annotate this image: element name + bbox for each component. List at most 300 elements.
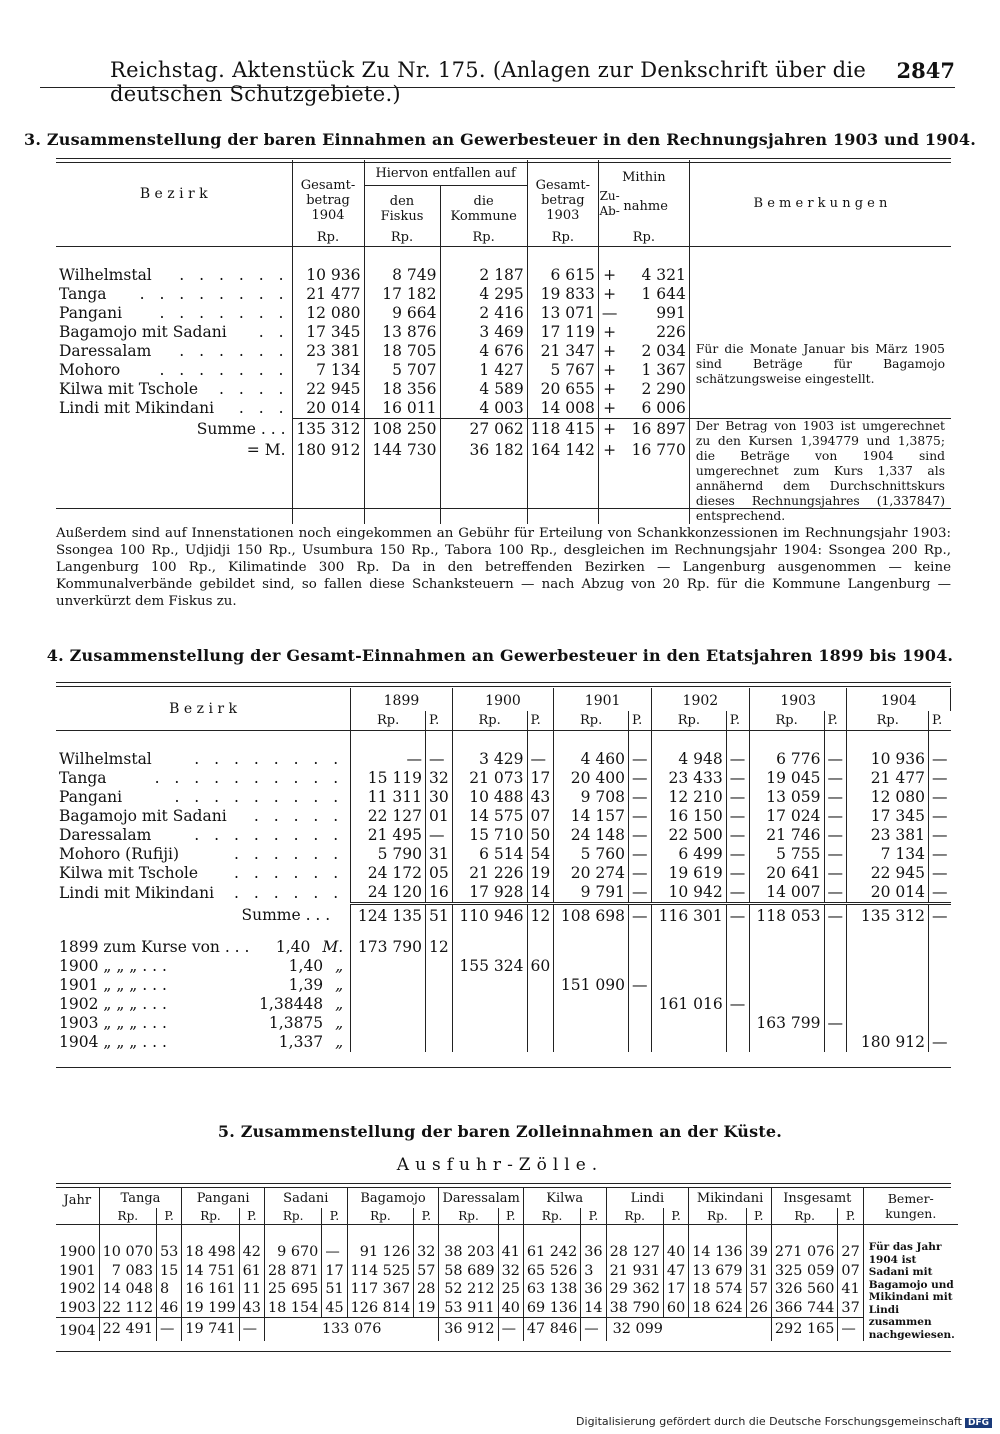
value-p: 27 bbox=[838, 1243, 863, 1261]
section4-table bbox=[56, 688, 951, 1052]
kurs-rp bbox=[452, 928, 527, 957]
spacer bbox=[414, 1225, 439, 1244]
unit-label: Rp. bbox=[376, 713, 400, 728]
col-year: 1899 bbox=[351, 688, 453, 711]
value-gesamt1904: 23 381 bbox=[292, 342, 364, 361]
value-rp: 17 928 bbox=[469, 883, 524, 901]
year-label: 1904 bbox=[56, 1318, 99, 1341]
value-diff: 991 bbox=[620, 304, 689, 323]
value-p: 15 bbox=[156, 1262, 181, 1280]
section4-bottom-rule bbox=[56, 1067, 951, 1068]
kurs-label bbox=[56, 957, 351, 976]
kurs-p bbox=[726, 1033, 749, 1052]
value-rp: 91 126 bbox=[359, 1244, 411, 1261]
leader-dots: . . . . bbox=[219, 380, 289, 398]
kurs-unit: M. bbox=[322, 937, 344, 956]
kurs-rp: 173 790 bbox=[357, 937, 422, 956]
value-gesamt1904: 17 345 bbox=[292, 323, 364, 342]
value-p: 42 bbox=[239, 1243, 264, 1261]
kurs-rp bbox=[847, 928, 929, 957]
table-row bbox=[56, 1262, 958, 1280]
section3-remark-empty bbox=[689, 266, 951, 342]
value-rp: 61 242 bbox=[526, 1244, 578, 1261]
page-header bbox=[40, 58, 955, 106]
value-rp: 325 059 bbox=[774, 1262, 835, 1279]
unit-label: Rp. bbox=[282, 1208, 304, 1223]
table-row bbox=[56, 750, 951, 769]
value-rp: 10 942 bbox=[668, 883, 723, 901]
value-p: — bbox=[629, 864, 652, 883]
summe-g04: 135 312 bbox=[292, 419, 364, 441]
kurs-text: 1900 „ „ „ . . . bbox=[59, 956, 167, 975]
spacer bbox=[726, 731, 749, 751]
district-name bbox=[56, 361, 292, 380]
unit-label: Rp. bbox=[541, 1208, 563, 1223]
col-zuab: Zu- Ab- bbox=[599, 188, 620, 218]
unit-label: P. bbox=[824, 711, 847, 731]
kurs-rp bbox=[651, 928, 726, 957]
value-rp: 47 846 bbox=[523, 1318, 580, 1341]
value-rp: 9 791 bbox=[580, 883, 626, 901]
spacer bbox=[581, 1225, 606, 1244]
value-rp: 23 381 bbox=[870, 826, 925, 844]
value-rp: 52 212 bbox=[444, 1281, 495, 1298]
spacer bbox=[182, 1225, 239, 1244]
leader-dots: . . . . . . . . . bbox=[174, 788, 344, 806]
value-diff: 226 bbox=[620, 323, 689, 342]
spacer bbox=[156, 1225, 181, 1244]
leader-dots: . . . . . . . . bbox=[194, 750, 344, 768]
district-name bbox=[56, 883, 351, 904]
value-rp: 126 814 bbox=[350, 1299, 411, 1316]
col-year: 1902 bbox=[651, 688, 749, 711]
value-p: — bbox=[929, 769, 951, 788]
value-sign: + bbox=[603, 380, 617, 398]
value-p: — bbox=[322, 1243, 347, 1261]
value-rp: 17 024 bbox=[766, 807, 821, 825]
section3-title: 3. Zusammenstellung der baren Einnahmen an Gewerbesteuer in den Rechnungsjahren 1903 und 1904. bbox=[24, 130, 976, 149]
kurs-rp bbox=[749, 928, 824, 957]
kurs-p bbox=[726, 957, 749, 976]
value-rp: 117 367 bbox=[350, 1281, 411, 1298]
spacer bbox=[629, 731, 652, 751]
value-sign: + bbox=[603, 285, 617, 303]
unit-label: Rp. bbox=[580, 713, 603, 728]
value-p: 32 bbox=[498, 1262, 523, 1280]
spacer bbox=[498, 1225, 523, 1244]
value-gesamt1903: 21 347 bbox=[527, 342, 598, 361]
value-kommune: 3 469 bbox=[440, 323, 527, 342]
kurs-p bbox=[629, 957, 652, 976]
kurs-rp bbox=[847, 957, 929, 976]
value-fiskus: 18 356 bbox=[364, 380, 440, 399]
value-fiskus: 13 876 bbox=[364, 323, 440, 342]
kurs-rp bbox=[351, 995, 426, 1014]
leader-dots: . . . . . . . . . . bbox=[154, 769, 344, 787]
value-p: — bbox=[581, 1318, 606, 1341]
value-p: — bbox=[726, 769, 749, 788]
summe-rp: 110 946 bbox=[452, 904, 527, 928]
kurs-p bbox=[929, 995, 951, 1014]
value-p: — bbox=[824, 807, 847, 826]
district-name bbox=[56, 304, 292, 323]
value-p: — bbox=[929, 788, 951, 807]
spacer bbox=[322, 1225, 347, 1244]
summe-kommune: 27 062 bbox=[440, 419, 527, 441]
kurs-text: 1902 „ „ „ . . . bbox=[59, 994, 167, 1013]
unit-label: Rp. bbox=[200, 1208, 221, 1223]
value-p: 19 bbox=[527, 864, 554, 883]
section5-remark: Für das Jahr 1904 ist Sadani mit Bagamojo und Mikindani mit Lindi zusammen nachgewiesen. bbox=[868, 1241, 955, 1341]
kurs-p: 12 bbox=[425, 928, 452, 957]
year-label: 1900 bbox=[56, 1243, 99, 1261]
unit-label: Rp. bbox=[478, 713, 501, 728]
kurs-rp bbox=[749, 976, 824, 995]
summe-rp: 124 135 bbox=[351, 904, 426, 928]
value-p: 36 bbox=[581, 1280, 606, 1298]
col-jahr: Jahr bbox=[56, 1187, 99, 1225]
district-label: Daressalam bbox=[59, 342, 152, 360]
spacer bbox=[347, 1225, 414, 1244]
col-district: Insgesamt bbox=[771, 1187, 863, 1208]
leader-dots: . . . . . . bbox=[234, 883, 344, 902]
district-label: Bagamojo mit Sadani bbox=[59, 323, 227, 341]
value-bagamojo-sadani: 133 076 bbox=[264, 1318, 439, 1341]
kurs-rp bbox=[847, 1014, 929, 1033]
kurs-rp bbox=[554, 928, 629, 957]
district-label: Lindi mit Mikindani bbox=[59, 883, 215, 902]
col-district: Tanga bbox=[99, 1187, 182, 1208]
unit-label: Rp. bbox=[598, 228, 689, 247]
value-p: — bbox=[824, 826, 847, 845]
kurs-p bbox=[929, 928, 951, 957]
summe-p: 51 bbox=[425, 904, 452, 928]
unit-label: Rp. bbox=[440, 228, 527, 247]
value-rp: 36 912 bbox=[439, 1318, 498, 1341]
kurs-rate-value: 1,3875 bbox=[268, 1013, 324, 1032]
leader-dots: . . . . . . . bbox=[159, 304, 289, 322]
leader-dots: . . . . . . bbox=[179, 342, 289, 360]
section3-bottom-rule bbox=[56, 508, 951, 509]
value-p: 54 bbox=[527, 845, 554, 864]
value-rp: 63 138 bbox=[526, 1281, 578, 1298]
kurs-p bbox=[824, 928, 847, 957]
table-row bbox=[56, 845, 951, 864]
summe-fiskus: 108 250 bbox=[364, 419, 440, 441]
kurs-rate-value: 1,39 bbox=[288, 975, 324, 994]
value-rp: 14 048 bbox=[102, 1281, 153, 1298]
district-label: Mohoro bbox=[59, 361, 121, 379]
col-hiervon: Hiervon entfallen auf bbox=[364, 160, 527, 186]
mark-label: = M. bbox=[56, 440, 292, 461]
value-rp: 9 670 bbox=[277, 1244, 319, 1261]
unit-label: P. bbox=[425, 711, 452, 731]
district-label: Pangani bbox=[59, 788, 123, 806]
kurs-rp: 151 090 bbox=[560, 975, 626, 994]
kurs-text: 1901 „ „ „ . . . bbox=[59, 975, 167, 994]
value-rp: 16 161 bbox=[185, 1281, 236, 1298]
kurs-rate-value: 1,38448 bbox=[259, 994, 324, 1013]
value-p: — bbox=[425, 826, 452, 845]
spacer bbox=[606, 1225, 663, 1244]
spacer bbox=[239, 1225, 264, 1244]
district-label: Mohoro (Rufiji) bbox=[59, 845, 180, 863]
kurs-label bbox=[56, 1033, 351, 1052]
unit-label: Rp. bbox=[876, 713, 899, 728]
spacer bbox=[264, 1225, 321, 1244]
unit-label: Rp. bbox=[292, 228, 364, 247]
kurs-text: 1903 „ „ „ . . . bbox=[59, 1013, 167, 1032]
value-p: 41 bbox=[498, 1243, 523, 1261]
value-rp: 69 136 bbox=[526, 1299, 578, 1316]
kurs-rp bbox=[452, 995, 527, 1014]
kurs-rp bbox=[651, 1033, 726, 1052]
kurs-text: 1904 „ „ „ . . . bbox=[59, 1032, 167, 1051]
kurs-label bbox=[56, 976, 351, 995]
value-p: 41 bbox=[838, 1280, 863, 1298]
value-rp: 114 525 bbox=[350, 1262, 411, 1279]
value-sign: + bbox=[603, 266, 617, 284]
value-diff: 4 321 bbox=[620, 266, 689, 285]
value-p: 01 bbox=[425, 807, 452, 826]
kurs-p bbox=[425, 1033, 452, 1052]
value-rp: 5 790 bbox=[377, 845, 422, 863]
col-bezirk: B e z i r k bbox=[56, 160, 292, 228]
value-rp: 65 526 bbox=[526, 1262, 578, 1279]
value-p: 43 bbox=[527, 788, 554, 807]
district-name bbox=[56, 266, 292, 285]
spacer bbox=[527, 731, 554, 751]
section4-title: 4. Zusammenstellung der Gesamt-Einnahmen an Gewerbesteuer in den Etatsjahren 1899 bis 1904. bbox=[46, 646, 954, 665]
kurs-label bbox=[56, 928, 351, 957]
value-rp: 53 911 bbox=[444, 1299, 495, 1316]
spacer bbox=[689, 1225, 746, 1244]
col-nahme: nahme bbox=[620, 186, 689, 229]
district-label: Tanga bbox=[59, 769, 107, 787]
year-label: 1903 bbox=[56, 1299, 99, 1318]
district-label: Wilhelmstal bbox=[59, 750, 152, 768]
value-p: — bbox=[726, 788, 749, 807]
value-rp: 21 495 bbox=[367, 826, 422, 844]
value-fiskus: 8 749 bbox=[364, 266, 440, 285]
col-year: 1904 bbox=[847, 688, 951, 711]
kurs-p bbox=[929, 957, 951, 976]
value-gesamt1903: 17 119 bbox=[527, 323, 598, 342]
value-gesamt1903: 13 071 bbox=[527, 304, 598, 323]
value-rp: 21 746 bbox=[766, 826, 821, 844]
value-p: — bbox=[629, 769, 652, 788]
year-label: 1902 bbox=[56, 1280, 99, 1298]
spacer bbox=[56, 731, 351, 751]
value-rp: 20 400 bbox=[570, 769, 626, 787]
kurs-p bbox=[824, 976, 847, 995]
value-p: — bbox=[838, 1318, 863, 1341]
col-fiskus: den Fiskus bbox=[364, 186, 440, 229]
value-rp: 24 172 bbox=[367, 864, 422, 882]
value-gesamt1903: 5 767 bbox=[527, 361, 598, 380]
value-rp: 13 059 bbox=[766, 788, 821, 806]
kurs-p bbox=[824, 1033, 847, 1052]
section3-table bbox=[56, 160, 951, 524]
value-p: 25 bbox=[498, 1280, 523, 1298]
value-p: 8 bbox=[156, 1280, 181, 1298]
value-p: — bbox=[629, 788, 652, 807]
kurs-unit: „ bbox=[335, 1013, 344, 1032]
spacer bbox=[847, 731, 929, 751]
value-gesamt1904: 22 945 bbox=[292, 380, 364, 399]
district-name bbox=[56, 285, 292, 304]
kurs-p bbox=[629, 928, 652, 957]
kurs-p bbox=[629, 1033, 652, 1052]
district-label: Kilwa mit Tschole bbox=[59, 864, 199, 882]
summe-rp: 108 698 bbox=[554, 904, 629, 928]
unit-label: P. bbox=[663, 1208, 688, 1225]
kurs-rp: 180 912 bbox=[860, 1032, 925, 1051]
value-rp: 15 710 bbox=[469, 826, 524, 844]
value-kommune: 4 676 bbox=[440, 342, 527, 361]
leader-dots: . . . . . . bbox=[179, 266, 289, 284]
spacer bbox=[749, 731, 824, 751]
value-rp: 17 345 bbox=[870, 807, 925, 825]
value-gesamt1904: 7 134 bbox=[292, 361, 364, 380]
section5-title: 5. Zusammenstellung der baren Zolleinnahmen an der Küste. bbox=[217, 1122, 783, 1141]
unit-label: Rp. bbox=[624, 1208, 645, 1223]
value-p: — bbox=[629, 807, 652, 826]
district-name bbox=[56, 864, 351, 883]
value-rp: 12 210 bbox=[668, 788, 723, 806]
table-row bbox=[56, 1299, 958, 1318]
value-p: 28 bbox=[414, 1280, 439, 1298]
value-p: 61 bbox=[239, 1262, 264, 1280]
kurs-rp bbox=[749, 995, 824, 1014]
district-label: Tanga bbox=[59, 285, 107, 303]
section5-table bbox=[56, 1187, 958, 1341]
value-rp: 22 127 bbox=[367, 807, 422, 825]
spacer bbox=[452, 731, 527, 751]
value-diff: 2 034 bbox=[620, 342, 689, 361]
unit-label: P. bbox=[498, 1208, 523, 1225]
kurs-p bbox=[425, 976, 452, 995]
col-bezirk: B e z i r k bbox=[56, 688, 351, 731]
header-title: Reichstag. Aktenstück Zu Nr. 175. (Anlagen zur Denkschrift über die deutschen Schutzgebiete.) bbox=[110, 58, 867, 106]
spacer bbox=[439, 1225, 498, 1244]
section5-bottom-rule bbox=[56, 1351, 951, 1352]
value-p: 57 bbox=[414, 1262, 439, 1280]
mark-sign: + bbox=[603, 441, 617, 460]
value-p: 32 bbox=[414, 1243, 439, 1261]
kurs-p bbox=[527, 1033, 554, 1052]
value-p: 43 bbox=[239, 1299, 264, 1318]
kurs-p bbox=[629, 995, 652, 1014]
kurs-p bbox=[929, 976, 951, 995]
unit-label: P. bbox=[414, 1208, 439, 1225]
kurs-rp: 155 324 bbox=[459, 956, 524, 975]
header-rule bbox=[40, 87, 955, 88]
unit-label: P. bbox=[929, 711, 951, 731]
value-p: — bbox=[824, 864, 847, 883]
value-p: — bbox=[824, 883, 847, 904]
value-p: 07 bbox=[527, 807, 554, 826]
district-name bbox=[56, 399, 292, 419]
district-name bbox=[56, 788, 351, 807]
kurs-rate bbox=[289, 976, 348, 995]
kurs-p: — bbox=[726, 995, 749, 1014]
unit-label: P. bbox=[838, 1208, 863, 1225]
summe-p: — bbox=[824, 904, 847, 928]
value-rp: 9 708 bbox=[580, 788, 626, 806]
summe-p: — bbox=[929, 904, 951, 928]
table-row bbox=[56, 1280, 958, 1298]
kurs-rp bbox=[749, 957, 824, 976]
col-bemerkungen: Bemer-kungen. bbox=[885, 1190, 937, 1221]
value-p: — bbox=[726, 845, 749, 864]
unit-label: Rp. bbox=[117, 1208, 139, 1223]
value-p: 16 bbox=[425, 883, 452, 904]
col-mithin: Mithin bbox=[598, 160, 689, 186]
value-p: — bbox=[929, 883, 951, 904]
row-1904 bbox=[56, 1318, 958, 1341]
kurs-p: 60 bbox=[527, 957, 554, 976]
spacer bbox=[56, 1225, 99, 1244]
col-district: Daressalam bbox=[439, 1187, 523, 1208]
kurs-text: 1899 zum Kurse von . . . bbox=[59, 937, 250, 956]
value-p: 17 bbox=[322, 1262, 347, 1280]
kurs-rate bbox=[276, 938, 347, 957]
table-row bbox=[56, 788, 951, 807]
kurs-label bbox=[56, 995, 351, 1014]
value-rp: 366 744 bbox=[774, 1299, 835, 1316]
value-kommune: 1 427 bbox=[440, 361, 527, 380]
section3-remark-2: Der Betrag von 1903 ist umgerechnet zu den Kursen 1,394779 und 1,3875; die Beträge von 1904 sind umgerechnet zum Kurs 1,337 als annähernd dem Durchschnittskurs dieses Rechnungsjahres (1,337847) entsprechend. bbox=[689, 419, 951, 525]
spacer bbox=[425, 731, 452, 751]
value-rp: 38 203 bbox=[444, 1244, 495, 1261]
kurs-rp bbox=[351, 1033, 426, 1052]
col-year: 1900 bbox=[452, 688, 554, 711]
unit-label: Rp. bbox=[364, 228, 440, 247]
unit-label: Rp. bbox=[370, 1208, 391, 1223]
spacer bbox=[929, 731, 951, 751]
kurs-rp bbox=[651, 1014, 726, 1033]
value-p: — bbox=[629, 883, 652, 904]
value-p: 57 bbox=[746, 1280, 771, 1298]
kurs-row bbox=[56, 957, 951, 976]
district-name bbox=[56, 845, 351, 864]
value-p: 40 bbox=[498, 1299, 523, 1318]
value-p: 60 bbox=[663, 1299, 688, 1318]
value-rp: 21 073 bbox=[469, 769, 524, 787]
spacer bbox=[351, 731, 426, 751]
unit-label: P. bbox=[581, 1208, 606, 1225]
value-rp: 13 679 bbox=[692, 1262, 743, 1279]
value-p: 3 bbox=[581, 1262, 606, 1280]
table-row bbox=[56, 342, 951, 361]
kurs-p bbox=[824, 995, 847, 1014]
kurs-rp bbox=[847, 995, 929, 1014]
value-rp: 15 119 bbox=[367, 769, 422, 787]
district-name bbox=[56, 826, 351, 845]
kurs-rp bbox=[554, 995, 629, 1014]
spacer bbox=[771, 1225, 838, 1244]
value-p: — bbox=[726, 826, 749, 845]
value-sign: + bbox=[603, 399, 617, 417]
kurs-rp: 161 016 bbox=[658, 994, 723, 1013]
unit-label: Rp. bbox=[677, 713, 700, 728]
summe-sign: + bbox=[598, 419, 620, 441]
value-rp: 23 433 bbox=[668, 769, 723, 787]
value-diff: 1 367 bbox=[620, 361, 689, 380]
district-name bbox=[56, 323, 292, 342]
value-diff: 6 006 bbox=[620, 399, 689, 419]
